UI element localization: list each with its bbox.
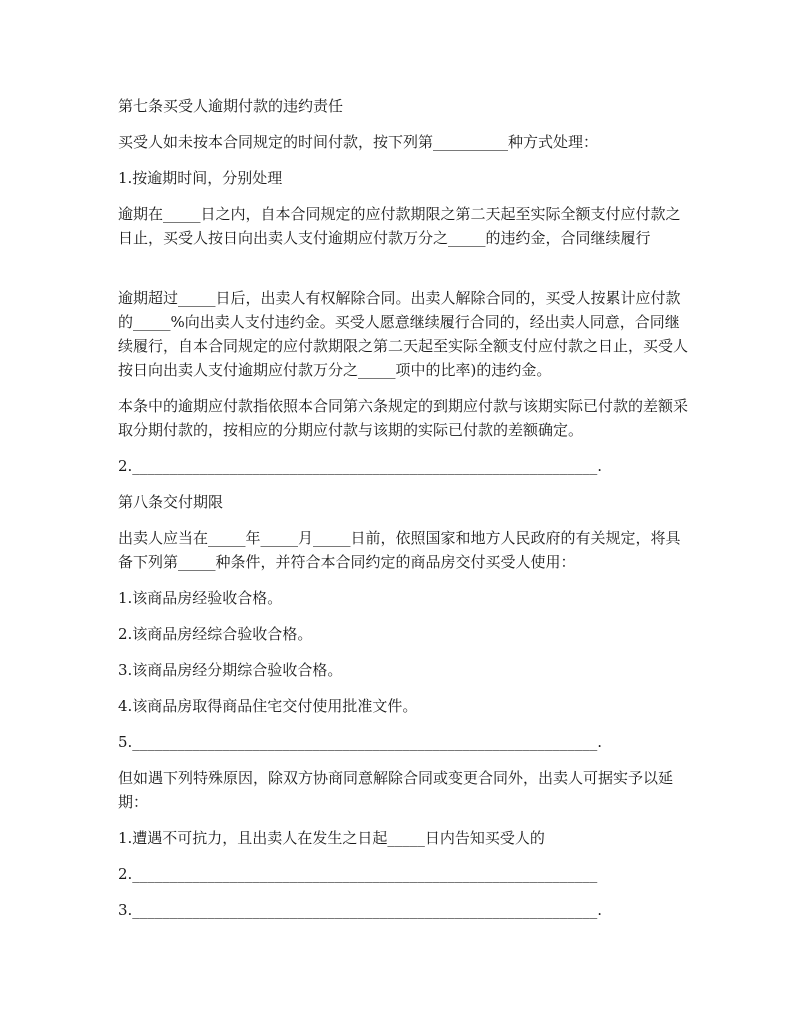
reason-2-blank-line: 2.______________________________________________________________ (118, 865, 598, 883)
condition-1-item: 1.该商品房经验收合格。 (118, 589, 283, 607)
condition-4-item: 4.该商品房取得商品住宅交付使用批准文件。 (118, 697, 418, 715)
delivery-deadline-paragraph: 出卖人应当在_____年_____月_____日前，依照国家和地方人民政府的有关规定，将具备下列第_____种条件，并符合本合同约定的商品房交付买受人使用： (118, 529, 681, 571)
option-1-item: 1.按逾期时间，分别处理 (118, 169, 283, 187)
condition-5-blank-line: 5.______________________________________________________________. (118, 733, 603, 751)
reason-1-item: 1.遭遇不可抗力，且出卖人在发生之日起_____日内告知买受人的 (118, 829, 545, 847)
condition-2-item: 2.该商品房经综合验收合格。 (118, 625, 313, 643)
article-8-heading: 第八条交付期限 (118, 493, 224, 511)
overdue-definition-paragraph: 本条中的逾期应付款指依照本合同第六条规定的到期应付款与该期实际已付款的差额采取分期付款的，按相应的分期应付款与该期的实际已付款的差额确定。 (118, 397, 689, 439)
payment-method-clause: 买受人如未按本合同规定的时间付款，按下列第__________种方式处理： (118, 133, 599, 151)
reason-3-blank-line: 3.______________________________________________________________. (118, 901, 603, 919)
option-2-blank-line: 2.______________________________________________________________. (118, 457, 603, 475)
overdue-beyond-paragraph: 逾期超过_____日后，出卖人有权解除合同。出卖人解除合同的，买受人按累计应付款的_____%向出卖人支付违约金。买受人愿意继续履行合同的，经出卖人同意，合同继续履行，自本合同规定的应付款期限之第二天起至实际全额支付应付款之日止，买受人按日向出卖人支付逾期应付款万分之_____项中的比率)的违约金。 (118, 289, 689, 379)
extension-clause-paragraph: 但如遇下列特殊原因，除双方协商同意解除合同或变更合同外，出卖人可据实予以延期： (118, 769, 674, 811)
article-7-heading: 第七条买受人逾期付款的违约责任 (118, 97, 344, 115)
condition-3-item: 3.该商品房经分期综合验收合格。 (118, 661, 343, 679)
overdue-within-paragraph: 逾期在_____日之内，自本合同规定的应付款期限之第二天起至实际全额支付应付款之日止，买受人按日向出卖人支付逾期应付款万分之_____的违约金，合同继续履行 (118, 205, 681, 247)
